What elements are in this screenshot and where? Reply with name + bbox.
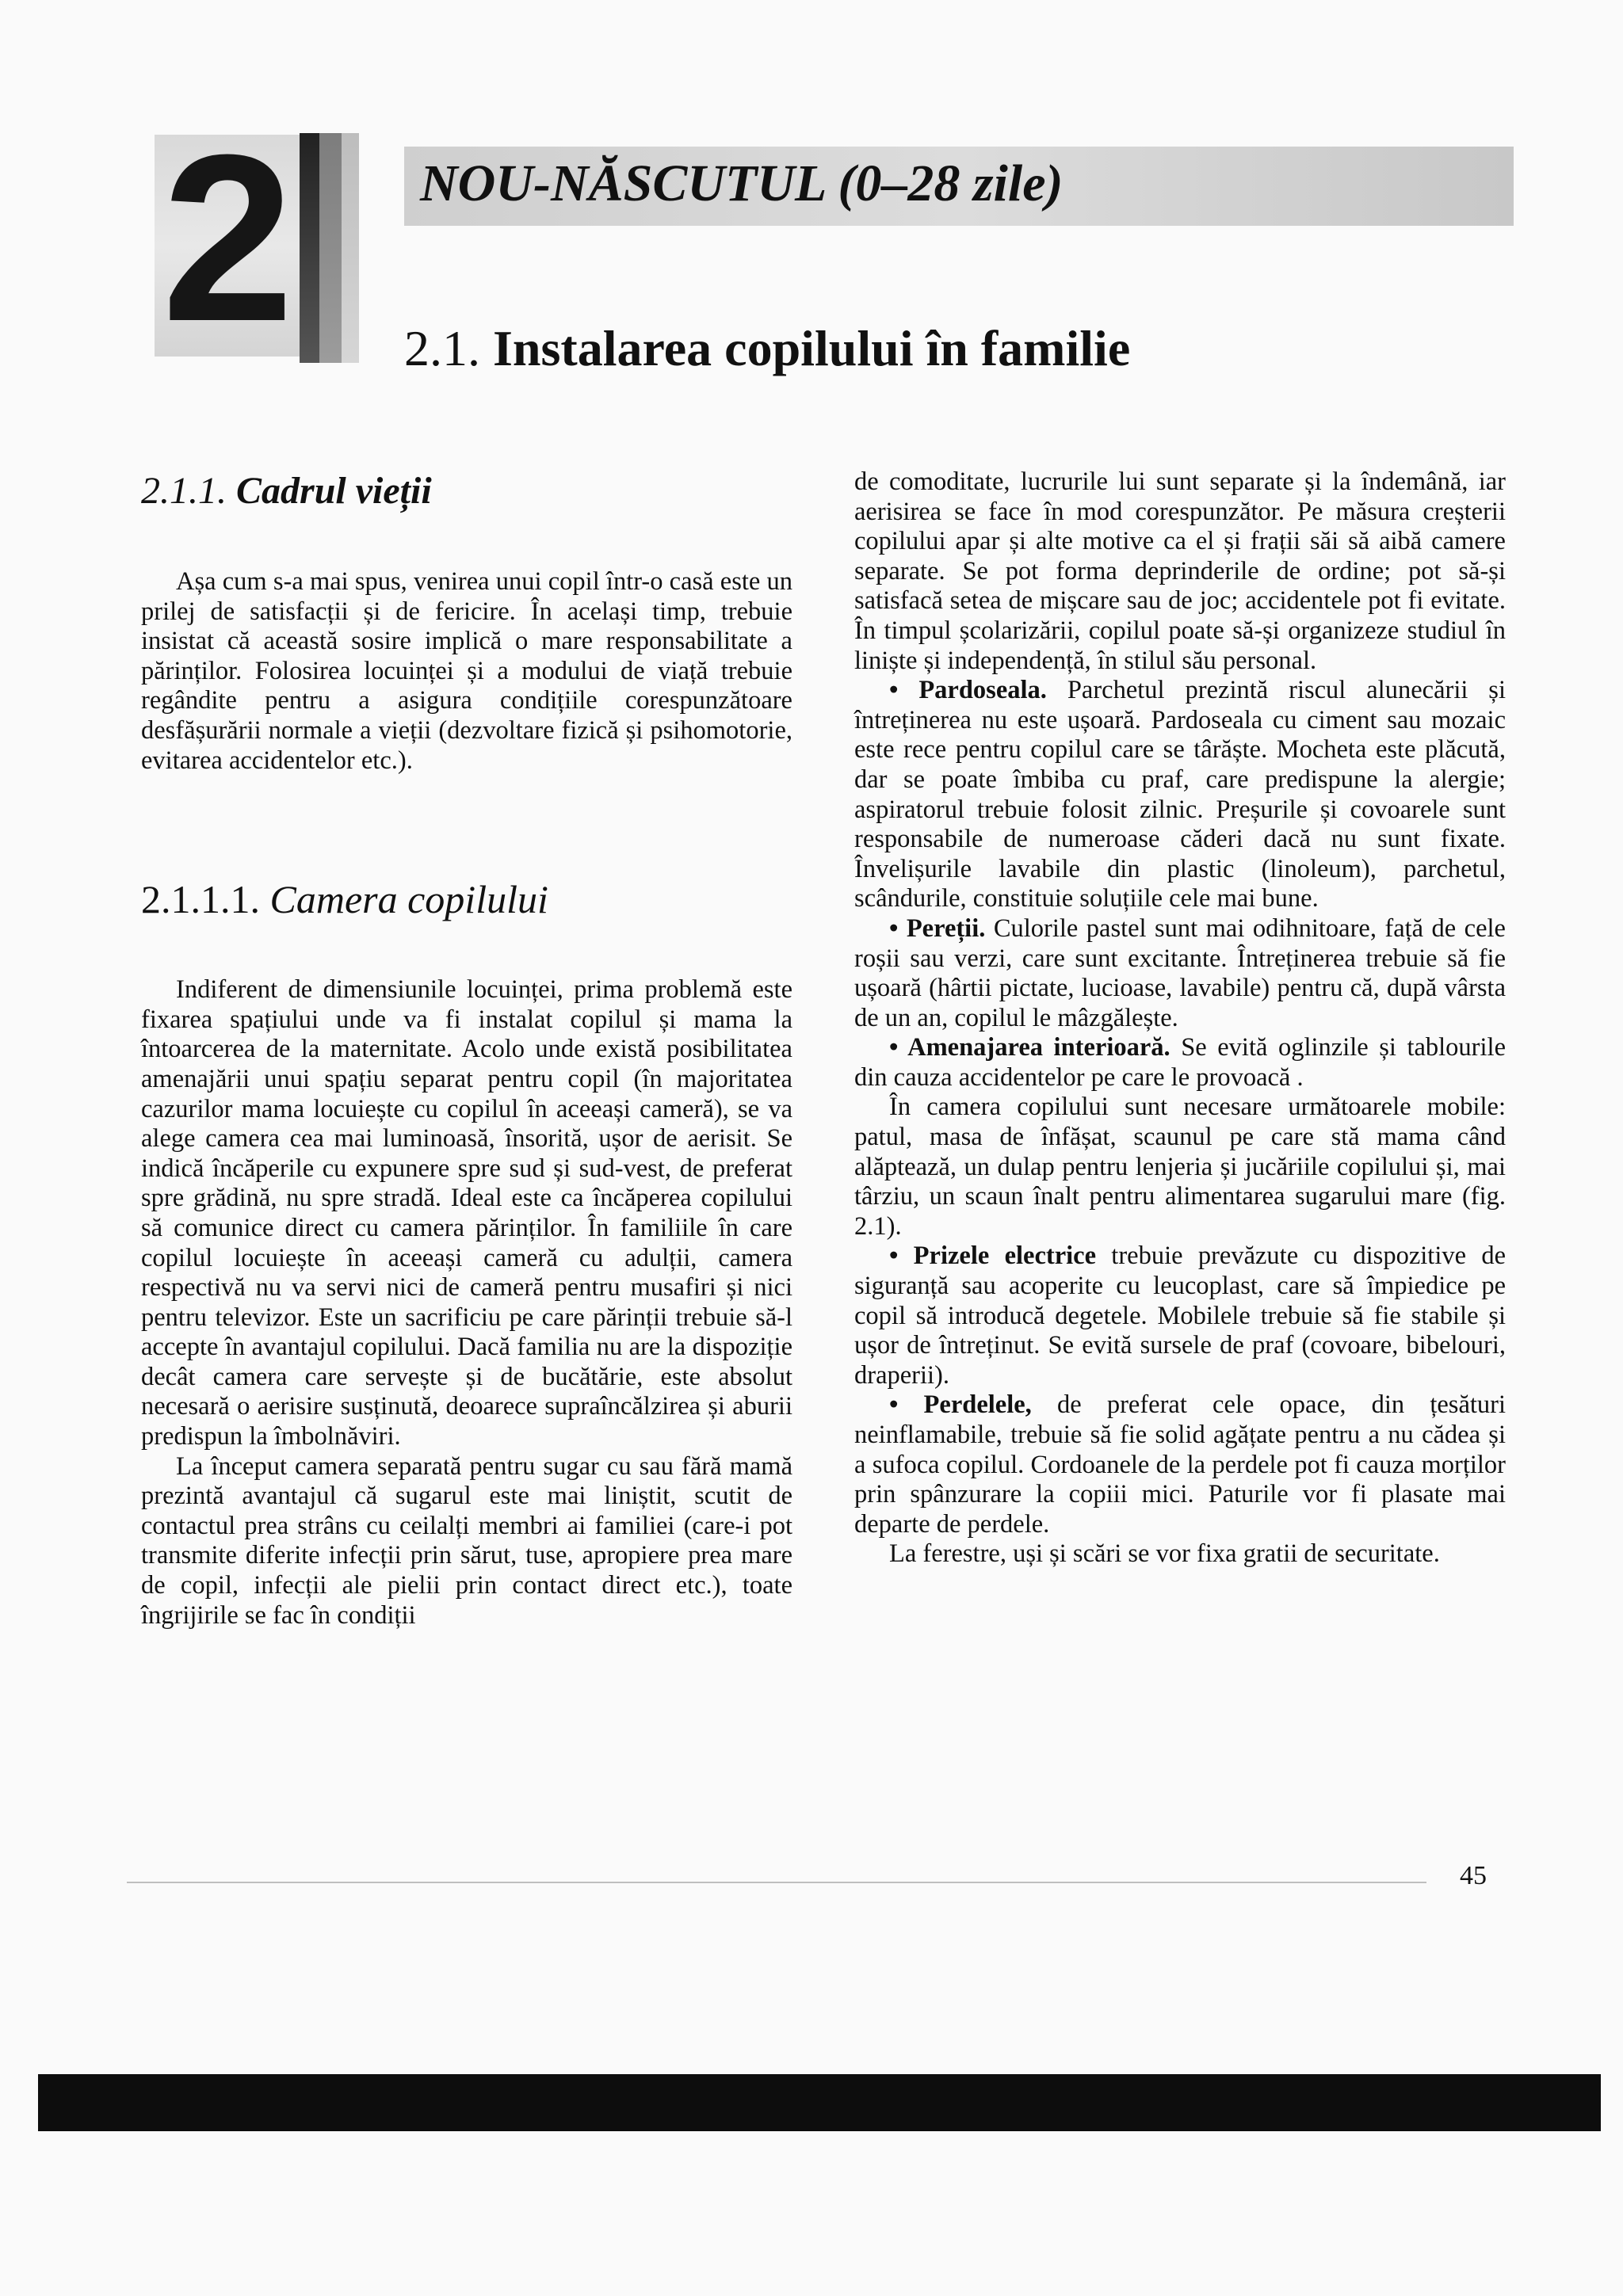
chapter-title: NOU-NĂSCUTUL (0–28 zile) <box>420 154 1064 212</box>
decorative-bar-dark <box>300 133 319 363</box>
chapter-number: 2 <box>155 135 301 357</box>
section-title-text: Instalarea copilului în familie <box>493 320 1131 376</box>
perdelele-text: de preferat cele opace, din țesături neinflamabile, trebuie să fie solid agățate pentru a nu cădea și a sufoca copilul. Cordoanele de la perdele pot fi cauza morților prin spânzurare la copiii mici. Paturile vor fi plasate mai departe de perdele. <box>854 1390 1507 1539</box>
pardoseala-text: Parchetul prezintă riscul alunecării și întreținerea nu este ușoară. Pardoseala cu ciment sau mozaic este rece pentru copilul care se târăște. Mocheta este plăcută, dar se poate îmbiba cu praf, care predispune la alergie; aspiratorul trebuie folosit zilnic. Preșurile și covoarele sunt responsabile de numeroase căderi dacă nu sunt fixate. Învelișurile lavabile din plastic (linoleum), parchetul, scândurile, constituie soluțiile cele mai bune. <box>854 676 1506 913</box>
paragraph-perdelele <box>854 1390 1506 1539</box>
decorative-bar-light <box>342 133 359 363</box>
subsection-heading-camera <box>141 875 792 923</box>
term-perdelele: • Perdelele, <box>889 1390 1032 1420</box>
term-pardoseala: • Pardoseala. <box>889 676 1047 705</box>
peretii-text: Culorile pastel sunt mai odihnitoare, față de cele roșii sau verzi, care sunt excitante. Întreținerea trebuie să fie ușoară (hârtii pictate, lucioase, lavabile) pentru că, după vârsta de un an, copilul le mâzgălește. <box>854 913 1506 1032</box>
paragraph-peretii <box>854 914 1506 1033</box>
term-peretii: • Pereții. <box>889 913 986 943</box>
subsection-heading-cadrul <box>141 467 792 515</box>
paragraph: La început camera separată pentru sugar cu sau fără mamă prezintă avantajul că sugarul este mai liniștit, scutit de contactul prea strâns cu ceilalți membri ai familiei (care-i pot transmite diferite infecții prin sărut, tuse, apropiere prea mare de copil, infecții ale pielii prin contact direct etc.), toate îngrijirile se fac în condiții <box>141 1451 792 1630</box>
prize-text: trebuie prevăzute cu dispozitive de siguranță sau acoperite cu leucoplast, care să împiedice pe copil să introducă degetele. Mobilele trebuie să fie stabile și ușor de întreținut. Se evită sursele de praf (covoare, bibelouri, draperii). <box>854 1241 1506 1390</box>
page-number: 45 <box>1460 1861 1487 1890</box>
subsection-1-number: 2.1.1. <box>141 470 227 512</box>
paragraph-pardoseala <box>854 676 1506 914</box>
paragraph: Așa cum s-a mai spus, venirea unui copil într-o casă este un prilej de satisfacții și de fericire. În același timp, trebuie insistat că această sosire implică o mare responsabilitate a părinților. Folosirea locuinței și a modului de viață trebuie regândite pentru a asigura condițiile corespunzătoare desfășurării normale a vieții (dezvoltare fizică și psihomotorie, evitarea accidentelor etc.). <box>141 567 792 775</box>
term-prize: • Prizele electrice <box>889 1241 1097 1271</box>
subsection-1-title: Cadrul vieții <box>236 470 432 512</box>
decorative-bar-mid <box>319 133 342 363</box>
right-column <box>854 467 1506 1569</box>
scan-edge-band <box>38 2074 1601 2131</box>
section-title <box>404 317 1130 380</box>
subsection-2-title: Camera copilului <box>269 877 548 922</box>
footer-rule <box>127 1882 1426 1883</box>
term-amenajarea: • Amenajarea interioară. <box>889 1033 1170 1062</box>
section-number: 2.1. <box>404 320 480 376</box>
paragraph-ferestre: La ferestre, uși și scări se vor fixa gratii de securitate. <box>889 1539 1440 1569</box>
paragraph: Indiferent de dimensiunile locuinței, prima problemă este fixarea spațiului unde va fi instalat copilul și mama la întoarcerea de la maternitate. Acolo unde există posibilitatea amenajării unui spațiu separat pentru copil (în majoritatea cazurilor mama locuiește cu copilul în aceeași cameră), se va alege camera cea mai luminoasă, însorită, ușor de aerisit. Se indică încăperile cu expunere spre sud și sud-vest, de preferat spre grădină, nu spre stradă. Ideal este ca încăperea copilului să comunice direct cu camera părinților. În familiile în care copilul locuiește în aceeași cameră cu adulții, camera respectivă nu va servi nici de cameră pentru musafiri și nici pentru televizor. Este un sacrificiu pe care părinții trebuie să-l accepte în avantajul copilului. Dacă familia nu are la dispoziție decât camera care servește și de bucătărie, este absolut necesară o aerisire susținută, deoarece supraîncălzirea și aburii predispun la îmbolnăviri. <box>141 975 792 1451</box>
paragraph-continued: de comoditate, lucrurile lui sunt separate și la îndemână, iar aerisirea se face în mod corespunzător. Pe măsura creșterii copilului apar și alte motive ca el și frații săi să aibă camere separate. Se pot forma deprinderile de ordine; pot să-și satisfacă setea de mișcare sau de joc; accidentele pot fi evitate. În timpul școlarizării, copilul poate să-și organizeze studiul în liniște și independență, în stilul său personal. <box>854 467 1506 675</box>
subsection-2-number: 2.1.1.1. <box>141 877 260 922</box>
paragraph-mobile: În camera copilului sunt necesare următoarele mobile: patul, masa de înfășat, scaunul pe care stă mama când alăptează, un dulap pentru lenjeria și jucăriile copilului și, mai târziu, un scaun înalt pentru alimentarea sugarului mare (fig. 2.1). <box>854 1093 1506 1241</box>
left-column <box>141 467 792 1630</box>
paragraph-prize <box>854 1241 1506 1390</box>
paragraph-amenajarea <box>854 1033 1506 1093</box>
amenajarea-text: Se evită oglinzile și tablourile din cauza accidentelor pe care le provoacă . <box>854 1033 1506 1092</box>
